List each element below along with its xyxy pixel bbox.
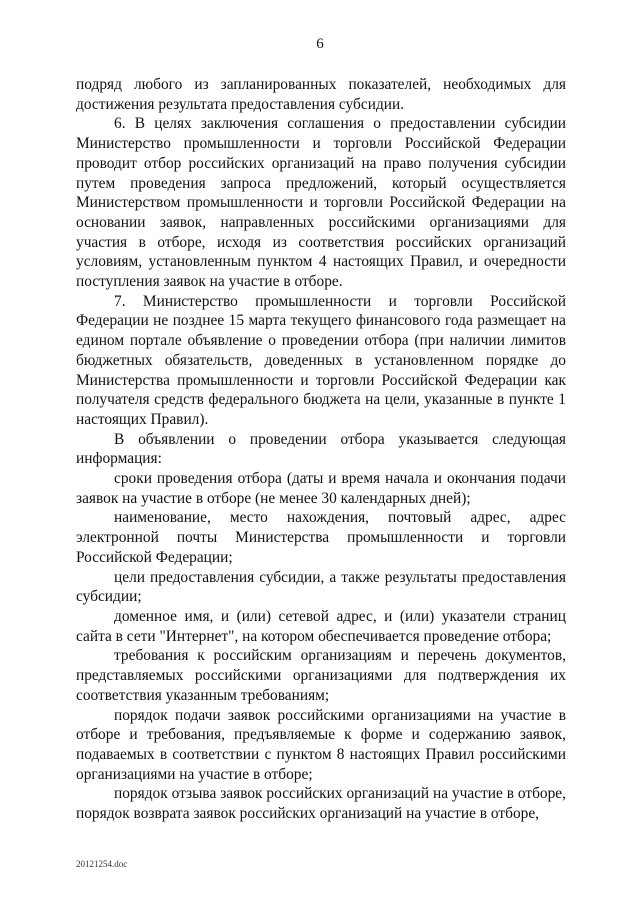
footer-doc-name: 20121254.doc bbox=[76, 859, 128, 869]
paragraph-list-item: порядок отзыва заявок российских организаций на участие в отборе, порядок возврата заявок российских организаций на участие в отборе, bbox=[76, 785, 566, 823]
paragraph-item-7: 7. Министерство промышленности и торговли Российской Федерации не позднее 15 марта текущего финансового года размещает на едином портале объявление о проведении отбора (при наличии лимитов бюджетных обязательств, доведенных в установленном порядке до Министерства промышленности и торговли Российской Федерации как получателя средств федерального бюджета на цели, указанные в пункте 1 настоящих Правил). bbox=[76, 292, 566, 428]
page-number: 6 bbox=[316, 36, 324, 52]
paragraph-list-item: требования к российским организациям и перечень документов, представляемых российскими организациями для подтверждения их соответствия указанным требованиям; bbox=[76, 647, 566, 704]
paragraph-continuation: подряд любого из запланированных показателей, необходимых для достижения результата предоставления субсидии. bbox=[76, 76, 566, 113]
paragraph-list-item: сроки проведения отбора (даты и время начала и окончания подачи заявок на участие в отборе (не менее 30 календарных дней); bbox=[76, 470, 566, 507]
paragraph-item-6: 6. В целях заключения соглашения о предоставлении субсидии Министерство промышленности и торговли Российской Федерации проводит отбор российских организаций на право получения субсидии путем проведения запроса предложений, который осуществляется Министерством промышленности и торговли Российской Федерации на основании заявок, направленных российскими организациями для участия в отборе, исходя из соответствия российских организаций условиям, установленным пунктом 4 настоящих Правил, и очередности поступления заявок на участие в отборе. bbox=[76, 115, 566, 291]
paragraph-list-item: порядок подачи заявок российскими организациями на участие в отборе и требования, предъявляемые к форме и содержанию заявок, подаваемых в соответствии с пунктом 8 настоящих Правил российскими организациями на участие в отборе; bbox=[76, 706, 566, 783]
paragraph-announcement-intro: В объявлении о проведении отбора указывается следующая информация: bbox=[76, 430, 566, 468]
paragraph-list-item: доменное имя, и (или) сетевой адрес, и (или) указатели страниц сайта в сети "Интернет", на котором обеспечивается проведение отбора; bbox=[76, 607, 566, 645]
document-body bbox=[76, 75, 566, 824]
paragraph-list-item: цели предоставления субсидии, а также результаты предоставления субсидии; bbox=[76, 568, 566, 606]
paragraph-list-item: наименование, место нахождения, почтовый адрес, адрес электронной почты Министерства промышленности и торговли Российской Федерации; bbox=[76, 509, 566, 566]
